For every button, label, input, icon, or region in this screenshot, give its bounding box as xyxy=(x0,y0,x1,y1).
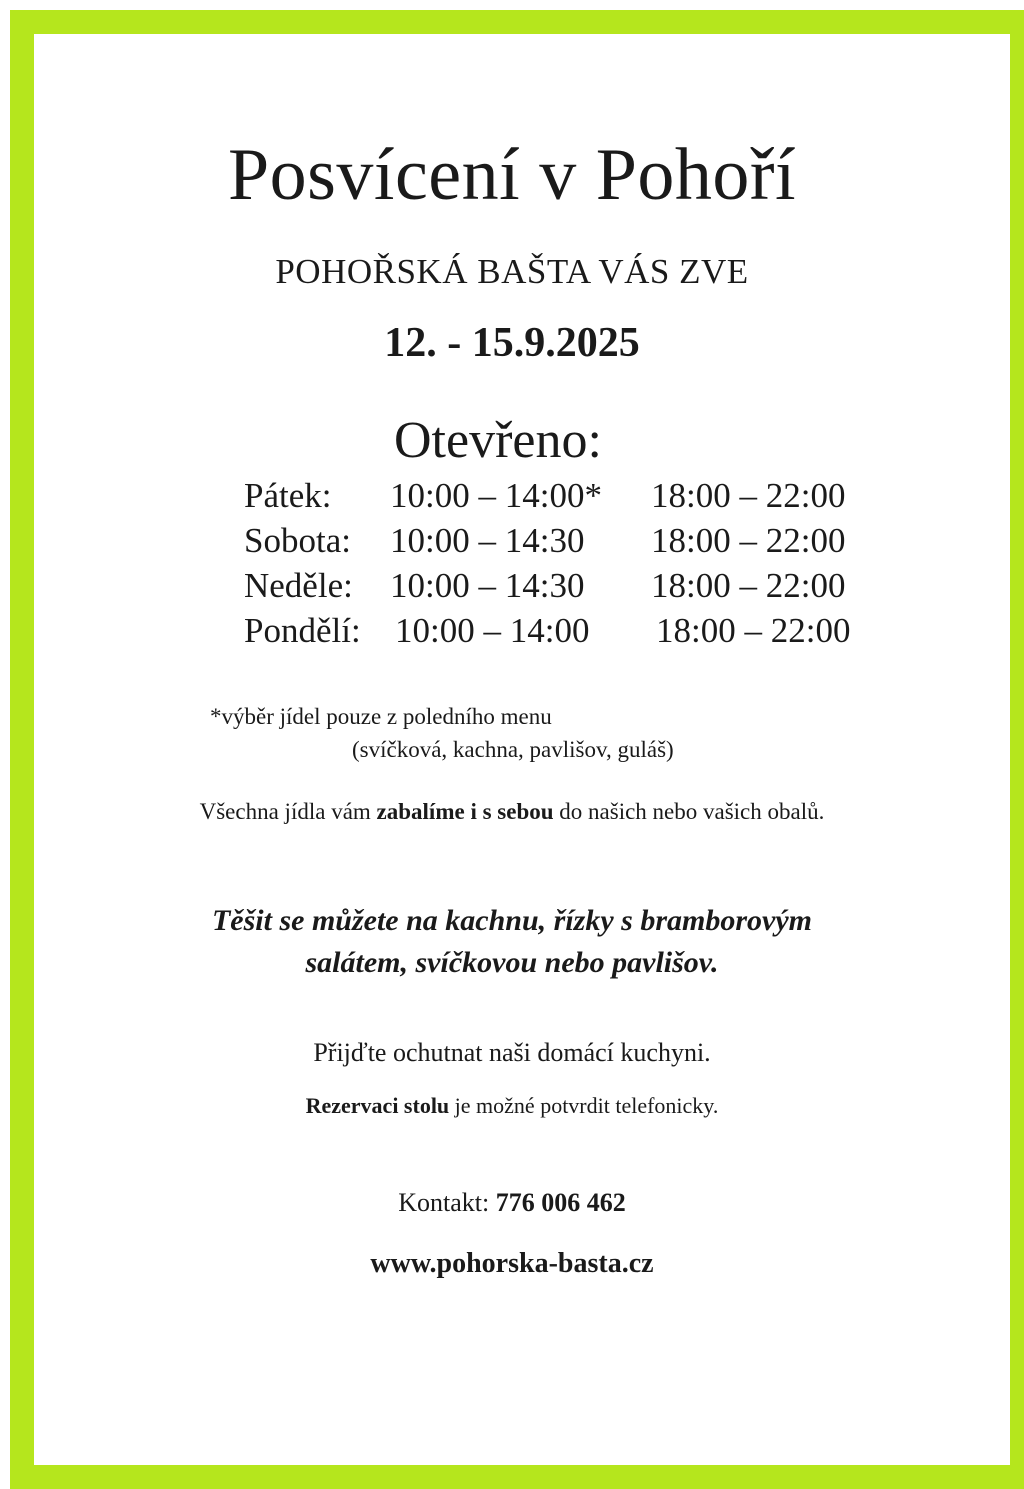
reservation-rest: je možné potvrdit telefonicky. xyxy=(449,1093,719,1118)
website-link[interactable]: www.pohorska-basta.cz xyxy=(370,1248,654,1279)
hours-lunch: 10:00 – 14:30 xyxy=(390,566,585,605)
hours-dinner: 18:00 – 22:00 xyxy=(656,611,851,650)
event-dates: 12. - 15.9.2025 xyxy=(384,320,640,366)
reservation-bold: Rezervaci stolu xyxy=(305,1093,450,1118)
hours-day: Neděle: xyxy=(244,566,353,605)
contact-line xyxy=(0,1190,1024,1216)
hours-lunch: 10:00 – 14:00 xyxy=(395,611,590,650)
opening-hours-heading: Otevřeno: xyxy=(394,412,602,469)
hours-day: Pondělí: xyxy=(244,611,361,650)
contact-label: Kontakt: xyxy=(398,1188,496,1217)
menu-note-line2: (svíčková, kachna, pavlišov, guláš) xyxy=(352,737,674,762)
hours-dinner: 18:00 – 22:00 xyxy=(651,476,846,515)
contact-phone: 776 006 462 xyxy=(495,1188,626,1217)
hours-day: Pátek: xyxy=(244,476,332,515)
promo-line1: Těšit se můžete na kachnu, řízky s bramborovým xyxy=(211,904,812,937)
hours-dinner: 18:00 – 22:00 xyxy=(651,566,846,605)
subtitle: POHOŘSKÁ BAŠTA VÁS ZVE xyxy=(275,252,749,291)
packaging-text-before: Všechna jídla vám xyxy=(199,799,377,824)
packaging-text-after: do našich nebo vašich obalů. xyxy=(553,799,825,824)
page-title: Posvícení v Pohoří xyxy=(227,134,797,216)
packaging-text-bold: zabalíme i s sebou xyxy=(376,799,554,824)
hours-lunch: 10:00 – 14:00* xyxy=(390,476,602,515)
hours-dinner: 18:00 – 22:00 xyxy=(651,521,846,560)
hours-day: Sobota: xyxy=(244,521,351,560)
packaging-note xyxy=(0,800,1024,823)
hours-lunch: 10:00 – 14:30 xyxy=(390,521,585,560)
invite-text: Přijďte ochutnat naši domácí kuchyni. xyxy=(313,1038,711,1067)
reservation-note xyxy=(0,1095,1024,1117)
promo-line2: salátem, svíčkovou nebo pavlišov. xyxy=(305,946,719,979)
menu-note-line1: *výběr jídel pouze z poledního menu xyxy=(210,704,552,729)
